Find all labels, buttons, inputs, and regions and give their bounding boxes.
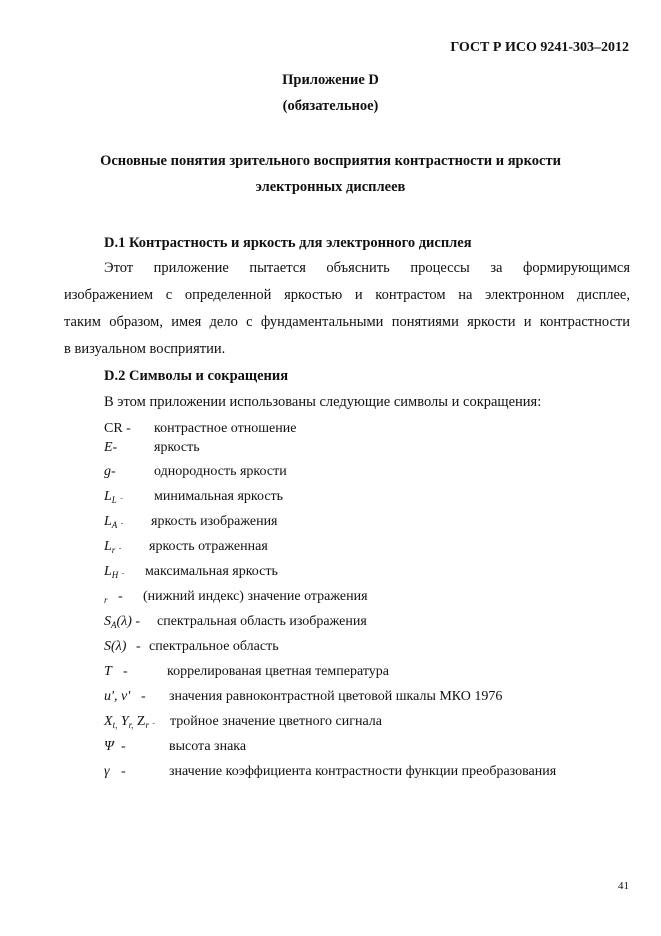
- appendix-title: Приложение D: [282, 72, 379, 88]
- symbol-lh-desc: максимальная яркость: [145, 564, 278, 579]
- symbol-gamma: γ: [104, 764, 110, 779]
- symbol-lr: $L_r$ -: [104, 539, 122, 555]
- symbol-sa: $S_A(\lambda)$ -: [104, 614, 141, 630]
- symbol-xyz-desc: тройное значение цветного сигнала: [170, 714, 383, 729]
- symbol-uv-dash: -: [141, 689, 146, 704]
- page-number: 41: [618, 880, 629, 892]
- symbol-ll: $L_L$ -: [104, 489, 123, 505]
- symbol-t-dash: -: [123, 664, 128, 679]
- d2-heading: D.2 Символы и сокращения: [104, 368, 289, 384]
- symbol-e: E-: [104, 440, 118, 455]
- symbol-psi-dash: -: [121, 739, 126, 754]
- symbol-gamma-desc: значение коэффициента контрастности функции преобразования: [169, 764, 557, 779]
- symbol-g: g-: [104, 464, 116, 479]
- symbol-psi: Ψ: [104, 739, 114, 754]
- symbol-s-desc: спектральное область: [149, 639, 279, 654]
- symbol-t: T: [104, 664, 112, 679]
- d2-intro: В этом приложении использованы следующие символы и сокращения:: [104, 394, 542, 410]
- appendix-status: (обязательное): [282, 98, 379, 114]
- d1-para-line: в визуальном восприятии.: [64, 341, 226, 357]
- symbol-xyz: $X_{t,}$ $Y_{r,}$ $Z_r$ -: [104, 714, 155, 730]
- symbol-t-desc: коррелированая цветная температура: [167, 664, 389, 679]
- section-title-line-2: электронных дисплеев: [255, 179, 406, 195]
- symbol-la-desc: яркость изображения: [151, 514, 278, 529]
- d1-heading: D.1 Контрастность и яркость для электронного дисплея: [104, 235, 472, 251]
- symbol-r: $_r$ -: [104, 589, 123, 605]
- symbol-gamma-dash: -: [121, 764, 126, 779]
- symbol-psi-desc: высота знака: [169, 739, 247, 754]
- symbol-cr: CR -: [104, 421, 131, 436]
- d1-para-line: таким образом, имея дело с фундаментальными понятиями яркости и контрастности: [64, 314, 630, 330]
- symbol-cr-desc: контрастное отношение: [154, 421, 297, 436]
- symbol-la: $L_A$ -: [104, 514, 124, 530]
- symbol-g-desc: однородность яркости: [154, 464, 287, 479]
- symbol-s-dash: -: [136, 639, 141, 654]
- symbol-lh: $L_H$ -: [104, 564, 125, 580]
- symbol-s: S(λ): [104, 639, 127, 654]
- symbol-r-desc: (нижний индекс) значение отражения: [143, 589, 368, 604]
- symbol-sa-desc: спектральная область изображения: [157, 614, 367, 629]
- standard-header: ГОСТ Р ИСО 9241-303–2012: [450, 40, 629, 55]
- d1-para-line: изображением с определенной яркостью и контрастом на электронном дисплее,: [64, 287, 630, 303]
- d1-para-line: Этот приложение пытается объяснить процессы за формирующимся: [104, 260, 630, 276]
- symbol-lr-desc: яркость отраженная: [149, 539, 268, 554]
- symbol-uv: u', v': [104, 689, 131, 704]
- section-title-line-1: Основные понятия зрительного восприятия контрастности и яркости: [100, 153, 561, 169]
- symbol-uv-desc: значения равноконтрастной цветовой шкалы МКО 1976: [169, 689, 503, 704]
- symbol-e-desc: яркость: [154, 440, 200, 455]
- symbol-ll-desc: минимальная яркость: [154, 489, 284, 504]
